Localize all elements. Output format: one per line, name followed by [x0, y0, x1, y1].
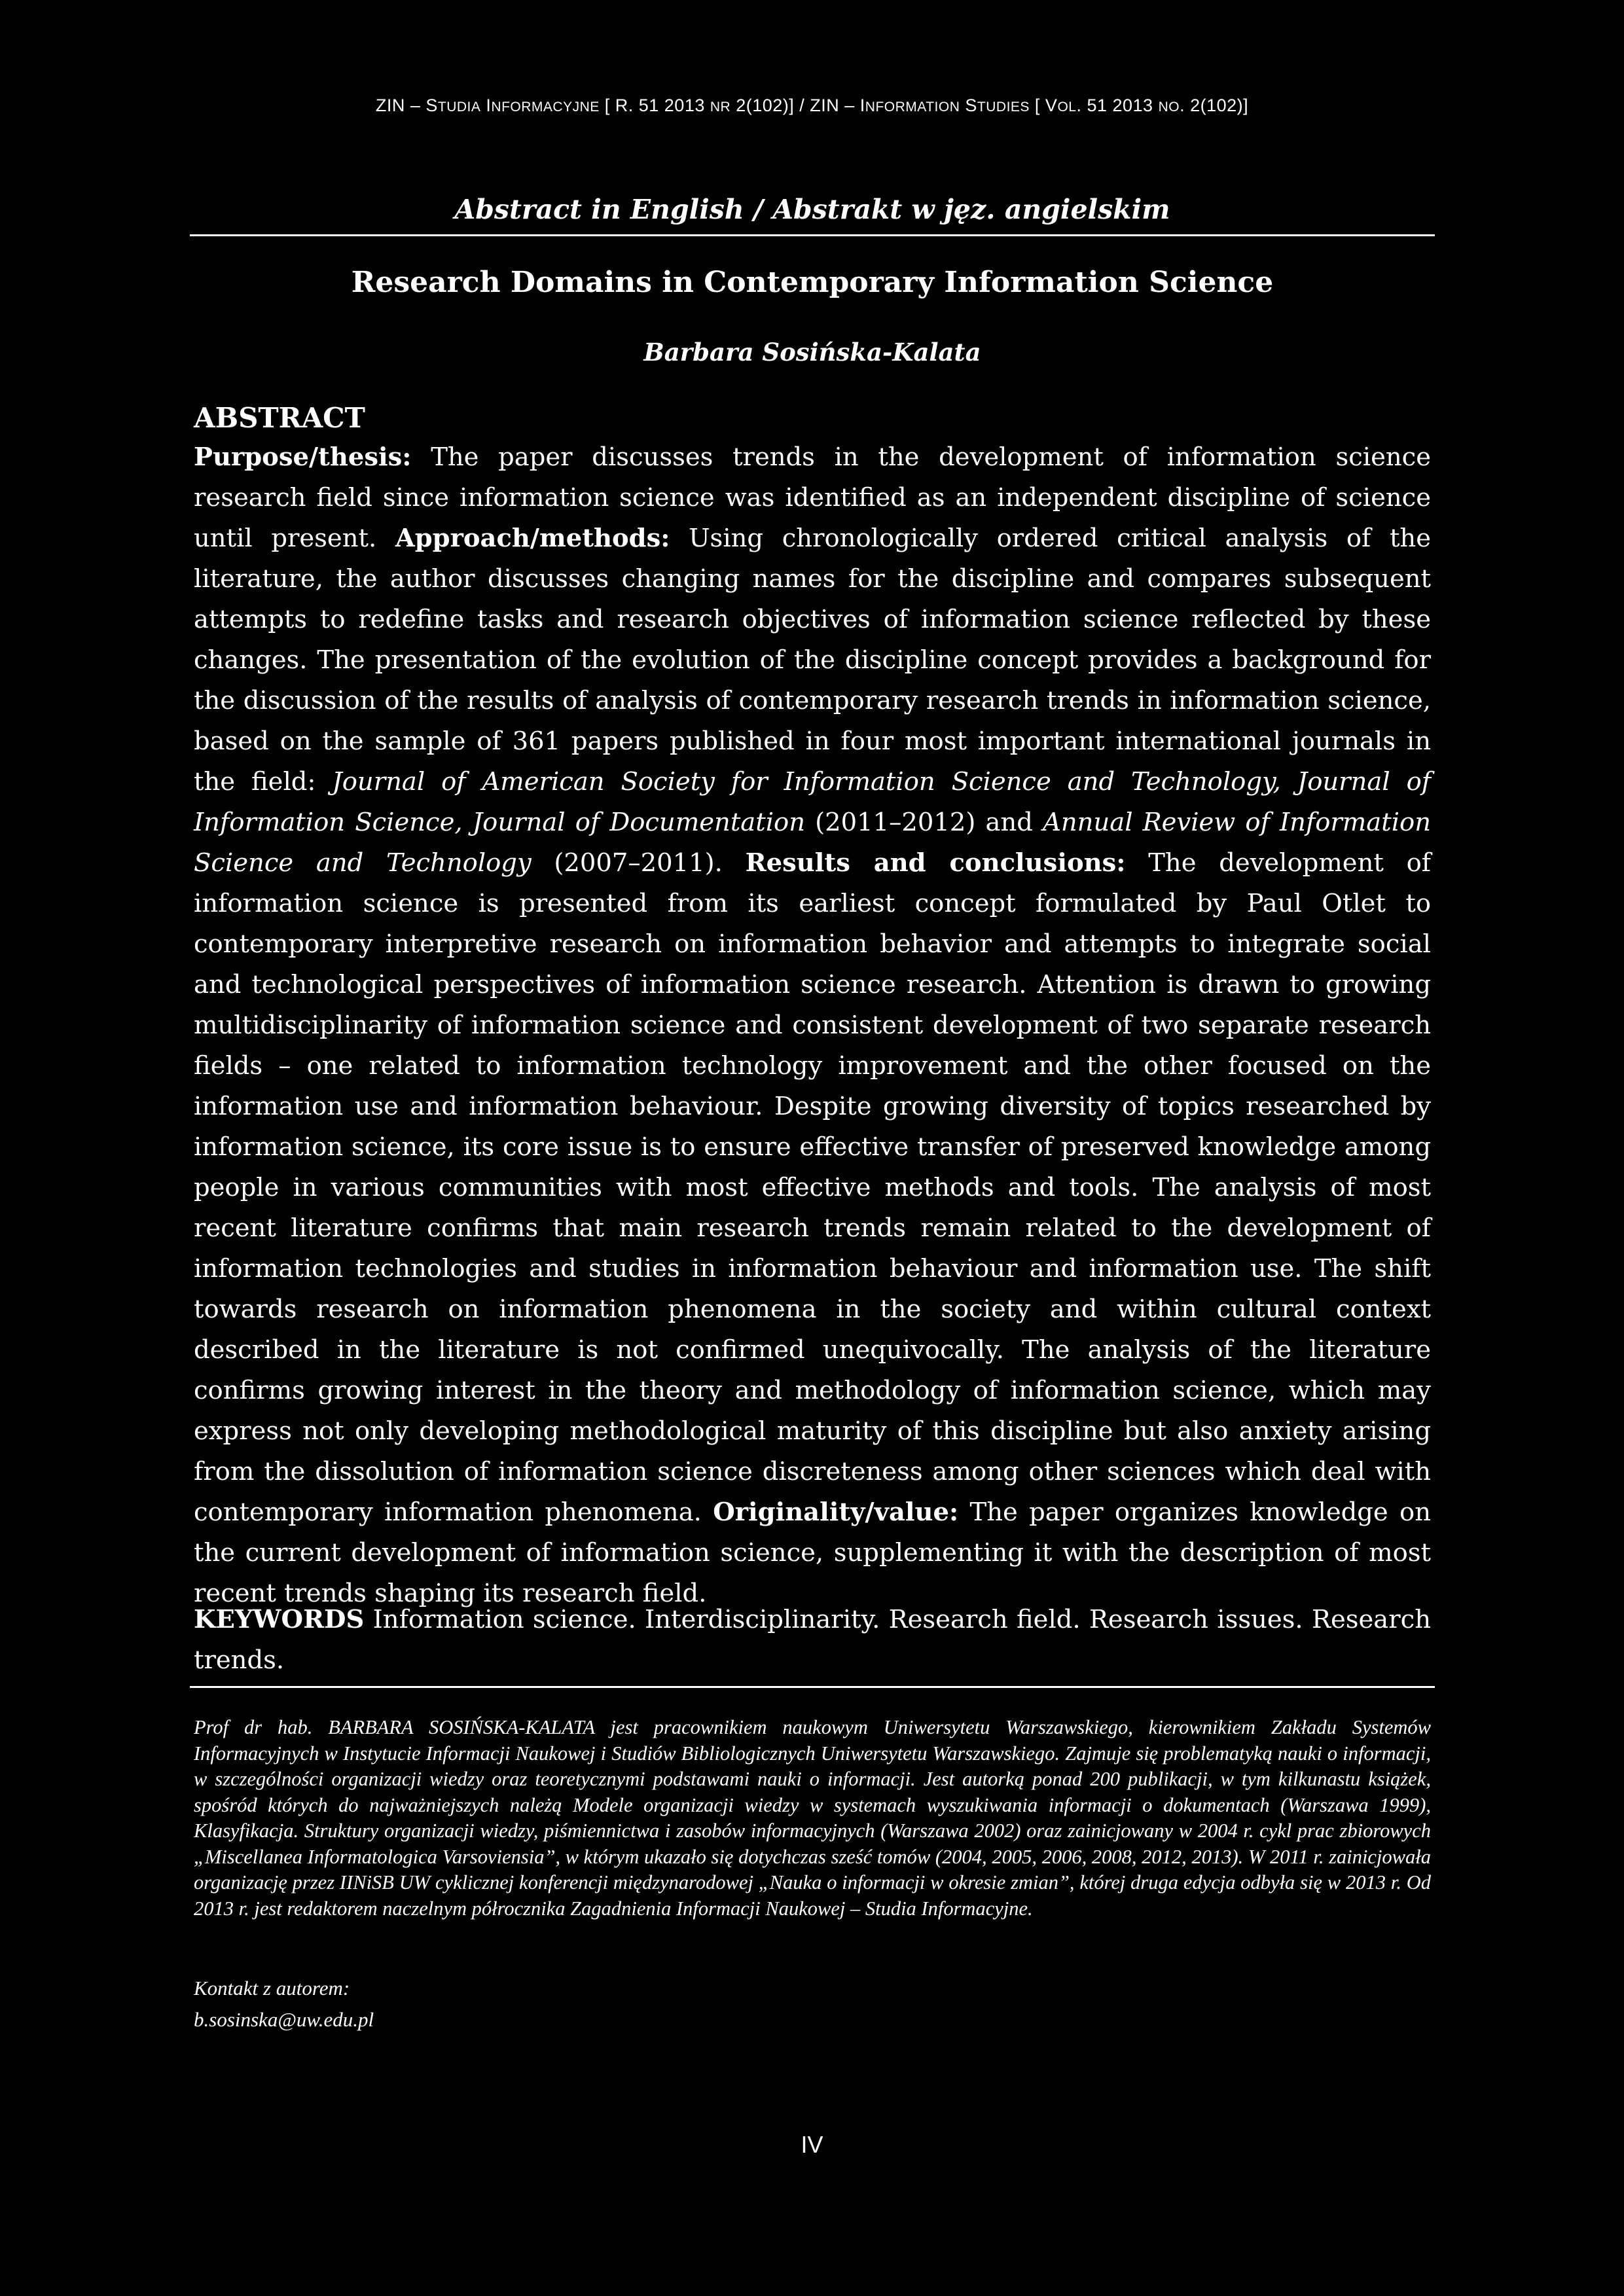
- running-head-part: ZIN – S: [375, 96, 438, 115]
- running-head-part: NFORMATION: [865, 99, 960, 115]
- paper-title: Research Domains in Contemporary Information Science: [351, 266, 1274, 299]
- keywords-label: KEYWORDS: [194, 1605, 365, 1634]
- running-head-part: S: [960, 96, 977, 115]
- approach-text: (2007–2011).: [531, 848, 746, 878]
- journals-list: Journal of American Society for Information Science and Technology, Journal of Information Science, Journal of Documentation: [194, 767, 1431, 837]
- contact-block: [194, 1973, 374, 2036]
- contact-label: Kontakt z autorem:: [194, 1977, 350, 2000]
- arist-journal: Annual Review of Information Science and Technology: [194, 808, 1432, 878]
- approach-text: Using chronologically ordered critical analysis of the literature, the author discusses changing names for the discipline and compares subsequent attempts to redefine tasks and research objectives of information science reflected by these changes. The presentation of the evolution of the discipline concept provides a background for the discussion of the results of analysis of contemporary research trends in information science, based on the sample of 361 papers published in four most important international journals in the field:: [194, 524, 1431, 797]
- purpose-text: The paper discusses trends in the development of information science research field since information science was identified as an independent discipline of science until present.: [194, 442, 1431, 553]
- running-head-part: NR: [710, 99, 731, 115]
- approach-label: Approach/methods:: [395, 524, 670, 553]
- keywords-text: Information science. Interdisciplinarity. Research field. Research issues. Research trends.: [194, 1605, 1431, 1675]
- running-head-part: TUDIA: [437, 99, 481, 115]
- results-label: Results and conclusions:: [745, 848, 1126, 878]
- originality-text: The paper organizes knowledge on the current development of information science, supplementing it with the description of most recent trends shaping its research field.: [194, 1498, 1431, 1608]
- results-text: The development of information science is presented from its earliest concept formulated by Paul Otlet to contemporary interpretive research on information behavior and attempts to integrate social and technological perspectives of information science research. Attention is drawn to growing multidisciplinarity of information science and consistent development of two separate research fields – one related to information technology improvement and the other focused on the information use and information behaviour. Despite growing diversity of topics researched by information science, its core issue is to ensure effective transfer of preserved knowledge among people in various communities with most effective methods and tools. The analysis of most recent literature confirms that main research trends remain related to the development of information technologies and studies in information behaviour and information use. The shift towards research on information phenomena in the society and within cultural context described in the literature is not confirmed unequivocally. The analysis of the literature confirms growing interest in the theory and methodology of information science, which may express not only developing methodological maturity of this discipline but also anxiety arising from the dissolution of information science discreteness among other sciences which deal with contemporary information phenomena.: [194, 848, 1432, 1527]
- page-number: IV: [801, 2131, 823, 2158]
- top-divider: [190, 234, 1435, 236]
- running-head-part: OL: [1057, 99, 1077, 115]
- abstract-heading: ABSTRACT: [194, 402, 365, 434]
- running-head-part: NO: [1158, 99, 1180, 115]
- author-bio: Prof dr hab. BARBARA SOSIŃSKA-KALATA jest pracownikiem naukowym Uniwersytetu Warszawskiego, kierownikiem Zakładu Systemów Informacyjnych w Instytucie Informacji Naukowej i Studiów Bibliologicznych Uniwersytetu Warszawskiego. Zajmuje się problematyką nauki o informacji, w szczególności organizacji wiedzy oraz teoretycznymi podstawami nauki o informacji. Jest autorką ponad 200 publikacji, w tym kilkunastu książek, spośród których do najważniejszych należą Modele organizacji wiedzy w systemach wyszukiwania informacji o dokumentach (Warszawa 1999), Klasyfikacja. Struktury organizacji wiedzy, piśmiennictwa i zasobów informacyjnych (Warszawa 2002) oraz zainicjowany w 2004 r. cykl prac zbiorowych „Miscellanea Informatologica Varsoviensia”, w którym ukazało się dotychczas sześć tomów (2004, 2005, 2006, 2008, 2012, 2013). W 2011 r. zainicjowała organizację przez IINiSB UW cyklicznej konferencji międzynarodowej „Nauka o informacji w okresie zmian”, której druga edycja odbyła się w 2013 r. Od 2013 r. jest redaktorem naczelnym półrocznika Zagadnienia Informacji Naukowej – Studia Informacyjne.: [194, 1716, 1431, 1920]
- running-head-part: . 2(102)]: [1180, 96, 1249, 115]
- section-label: Abstract in English / Abstrakt w jęz. angielskim: [454, 194, 1170, 225]
- originality-label: Originality/value:: [713, 1498, 959, 1527]
- bottom-divider: [190, 1686, 1435, 1688]
- running-head-part: I: [480, 96, 492, 115]
- abstract-body: [194, 437, 1431, 1614]
- author-name: Barbara Sosińska-Kalata: [643, 338, 981, 367]
- running-head-part: . 51 2013: [1076, 96, 1159, 115]
- approach-text: (2011–2012) and: [805, 808, 1043, 837]
- running-header: [0, 96, 1624, 116]
- contact-email[interactable]: b.sosinska@uw.edu.pl: [194, 2008, 374, 2031]
- running-head-part: [ R. 51 2013: [599, 96, 710, 115]
- running-head-part: NFORMACYJNE: [491, 99, 600, 115]
- purpose-label: Purpose/thesis:: [194, 442, 412, 472]
- keywords: [194, 1600, 1431, 1681]
- running-head-part: TUDIES: [977, 99, 1030, 115]
- running-head-part: 2(102)] / ZIN – I: [731, 96, 865, 115]
- running-head-part: [ V: [1029, 96, 1058, 115]
